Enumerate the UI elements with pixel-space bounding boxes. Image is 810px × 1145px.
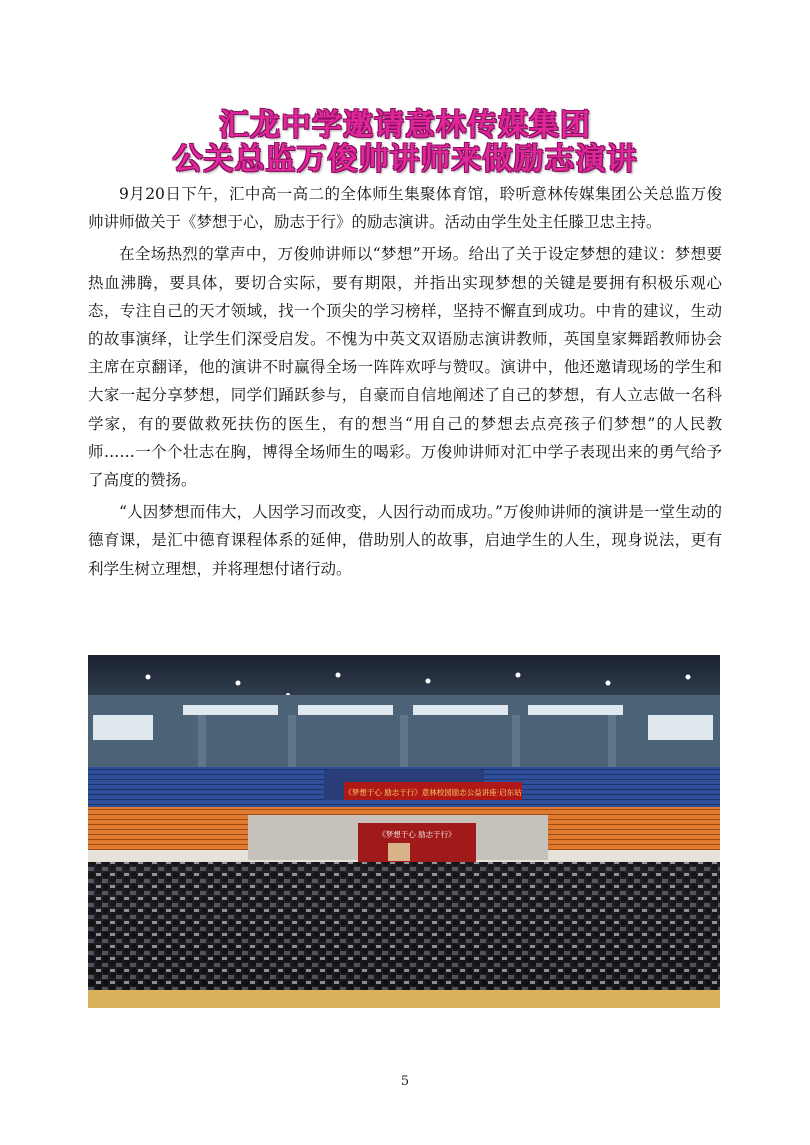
stage-screen	[358, 823, 476, 863]
paragraph-3: “人因梦想而伟大，人因学习而改变，人因行动而成功。”万俊帅讲师的演讲是一堂生动的德育课，是汇中德育课程体系的延伸，借助别人的故事，启迪学生的人生，现身说法，更有利学生树立理想，并将理想付诸行动。	[88, 503, 722, 578]
title-line-1: 汇龙中学邀请意林传媒集团	[219, 108, 591, 143]
article-body	[88, 180, 722, 587]
svg-text:《梦想于心 励志于行》意林校园励志公益讲座·启东站: 《梦想于心 励志于行》意林校园励志公益讲座·启东站	[344, 788, 522, 797]
svg-text:《梦想于心 励志于行》: 《梦想于心 励志于行》	[378, 830, 456, 839]
paragraph-1: 9月20日下午，汇中高一高二的全体师生集聚体育馆，聆听意林传媒集团公关总监万俊帅讲师做关于《梦想于心，励志于行》的励志演讲。活动由学生处主任滕卫忠主持。	[88, 185, 722, 232]
title-line-2: 公关总监万俊帅讲师来做励志演讲	[172, 142, 638, 177]
page-number: 5	[400, 1074, 410, 1089]
event-photo	[88, 655, 720, 1008]
paragraph-2: 在全场热烈的掌声中，万俊帅讲师以“梦想”开场。给出了关于设定梦想的建议：梦想要热血沸腾，要具体，要切合实际，要有期限，并指出实现梦想的关键是要拥有积极乐观心态，专注自己的天才领域，找一个顶尖的学习榜样，坚持不懈直到成功。中肯的建议，生动的故事演绎，让学生们深受启发。不愧为中英文双语励志演讲教师，英国皇家舞蹈教师协会主席在京翻译，他的演讲不时赢得全场一阵阵欢呼与赞叹。演讲中，他还邀请现场的学生和大家一起分享梦想，同学们踊跃参与，自豪而自信地阐述了自己的梦想，有人立志做一名科学家，有的要做救死扶伤的医生，有的想当“用自己的梦想去点亮孩子们梦想”的人民教师……一个个壮志在胸，博得全场师生的喝彩。万俊帅讲师对汇中学子表现出来的勇气给予了高度的赞扬。	[88, 245, 722, 490]
